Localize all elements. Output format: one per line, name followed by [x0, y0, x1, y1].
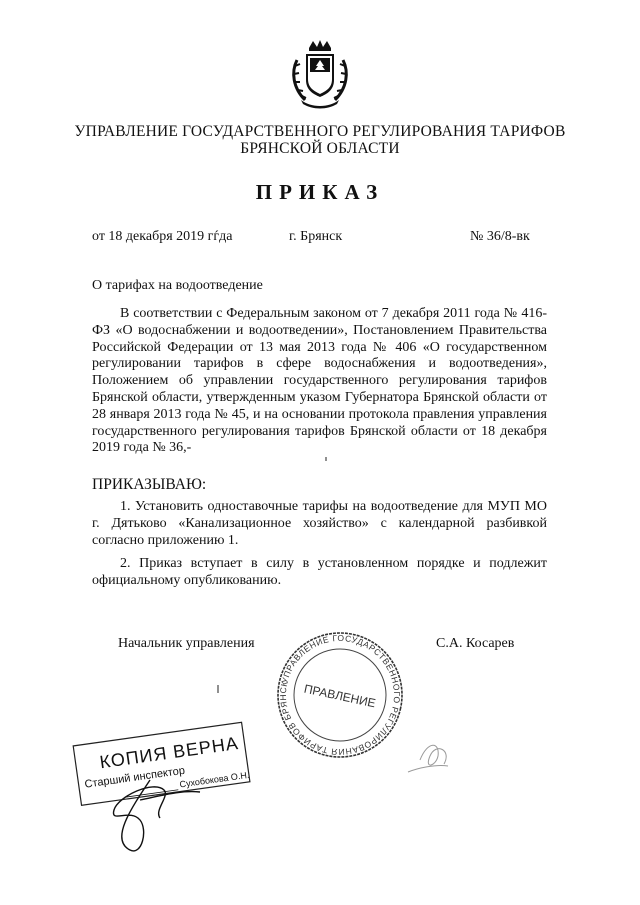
- copy-stamp-name: Сухобокова О.Н.: [178, 769, 250, 790]
- copy-verified-stamp: [73, 722, 250, 805]
- document-date: от 18 декабря 2019 гѓда: [92, 229, 233, 244]
- seal-ring-text: УПРАВЛЕНИЕ ГОСУДАРСТВЕННОГО РЕГУЛИРОВАНИЯ ТАРИФОВ БРЯНСКОЙ: [277, 632, 403, 758]
- copy-stamp-role: Старший инспектор: [83, 764, 186, 791]
- signatory-name: С.А. Косарев: [436, 636, 515, 651]
- preamble-paragraph: В соответствии с Федеральным законом от 7 декабря 2011 года № 416-ФЗ «О водоснабжении и водоотведении», Постановлением Правительства Российской Федерации от 13 мая 2013 года № 406 «О государственном регулировании тарифов в сфере водоснабжения и водоотведения», Положением об управлении государственного регулирования тарифов Брянской области, утвержденным указом Губернатора Брянской области от 28 января 2013 года № 45, и на основании протокола правления управления государственного регулирования тарифов Брянской области от 18 декабря 2019 года № 36,-: [92, 306, 547, 456]
- organization-name-line2: БРЯНСКОЙ ОБЛАСТИ: [240, 140, 400, 157]
- document-city: г. Брянск: [289, 229, 343, 244]
- order-item-2: 2. Приказ вступает в силу в установленном порядке и подлежит официальному опубликованию.: [92, 556, 547, 588]
- faint-signature: [408, 745, 448, 772]
- copy-stamp-title: КОПИЯ ВЕРНА: [98, 732, 240, 773]
- organization-name-line1: УПРАВЛЕНИЕ ГОСУДАРСТВЕННОГО РЕГУЛИРОВАНИЯ ТАРИФОВ: [74, 123, 566, 140]
- document-number: № 36/8-вк: [470, 229, 530, 244]
- order-heading: ПРИКАЗЫВАЮ:: [92, 476, 207, 493]
- document-subject: О тарифах на водоотведение: [92, 278, 263, 293]
- seal-center-text: ПРАВЛЕНИЕ: [302, 681, 377, 711]
- document-title: ПРИКАЗ: [255, 180, 385, 204]
- signatory-position: Начальник управления: [118, 636, 255, 651]
- order-item-1: 1. Установить одноставочные тарифы на водоотведение для МУП МО г. Дятьково «Канализационное хозяйство» с календарной разбивкой согласно приложению 1.: [92, 499, 547, 548]
